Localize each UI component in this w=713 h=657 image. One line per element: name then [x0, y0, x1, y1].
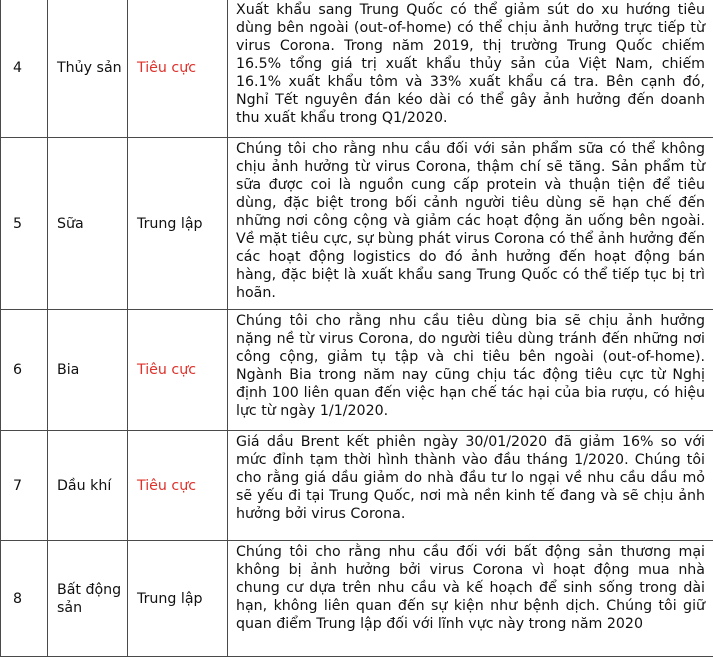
- table-row: [1, 138, 713, 310]
- table-row: [1, 0, 713, 138]
- row-number: 7: [1, 431, 48, 541]
- table-row: [1, 310, 713, 431]
- sector-description: Giá dầu Brent kết phiên ngày 30/01/2020 đã giảm 16% so với mức đỉnh tạm thời hình thành vào đầu tháng 1/2020. Chúng tôi cho rằng giá dầu giảm do nhà đầu tư lo ngại về nhu cầu dầu mỏ sẽ yếu đi tại Trung Quốc, nơi mà nền kinh tế đang và sẽ chịu ảnh hưởng bởi virus Corona.: [228, 431, 713, 541]
- sector-name: Bia: [48, 310, 128, 431]
- sector-name: Sữa: [48, 138, 128, 310]
- outlook-badge: Tiêu cực: [128, 431, 228, 541]
- table-row: [1, 541, 713, 657]
- sector-name: Bất động sản: [48, 541, 128, 657]
- sector-description: Xuất khẩu sang Trung Quốc có thể giảm sút do xu hướng tiêu dùng bên ngoài (out-of-home) có thể chịu ảnh hưởng trực tiếp từ virus Corona. Trong năm 2019, thị trường Trung Quốc chiếm 16.5% tổng giá trị xuất khẩu thủy sản của Việt Nam, chiếm 16.1% xuất khẩu tôm và 33% xuất khẩu cá tra. Bên cạnh đó, Nghỉ Tết nguyên đán kéo dài có thể gây ảnh hưởng đến doanh thu xuất khẩu trong Q1/2020.: [228, 0, 713, 138]
- table-row: [1, 431, 713, 541]
- sector-name: Dầu khí: [48, 431, 128, 541]
- outlook-badge: Tiêu cực: [128, 310, 228, 431]
- outlook-badge: Trung lập: [128, 541, 228, 657]
- sector-name: Thủy sản: [48, 0, 128, 138]
- row-number: 5: [1, 138, 48, 310]
- outlook-badge: Tiêu cực: [128, 0, 228, 138]
- row-number: 6: [1, 310, 48, 431]
- row-number: 8: [1, 541, 48, 657]
- row-number: 4: [1, 0, 48, 138]
- sector-description: Chúng tôi cho rằng nhu cầu đối với bất động sản thương mại không bị ảnh hưởng bởi virus Corona vì hoạt động mua nhà chung cư dựa trên nhu cầu và kế hoạch để sinh sống trong dài hạn, không liên quan đến sự kiện như bệnh dịch. Chúng tôi giữ quan điểm Trung lập đối với lĩnh vực này trong năm 2020: [228, 541, 713, 657]
- outlook-badge: Trung lập: [128, 138, 228, 310]
- sector-description: Chúng tôi cho rằng nhu cầu tiêu dùng bia sẽ chịu ảnh hưởng nặng nề từ virus Corona, do người tiêu dùng tránh đến những nơi công cộng, giảm tụ tập và chi tiêu bên ngoài (out-of-home). Ngành Bia trong năm nay cũng chịu tác động tiêu cực từ Nghị định 100 liên quan đến việc hạn chế tác hại của bia rượu, có hiệu lực từ ngày 1/1/2020.: [228, 310, 713, 431]
- sector-description: Chúng tôi cho rằng nhu cầu đối với sản phẩm sữa có thể không chịu ảnh hưởng từ virus Corona, thậm chí sẽ tăng. Sản phẩm từ sữa được coi là nguồn cung cấp protein và thuận tiện để tiêu dùng, đặc biệt trong bối cảnh người tiêu dùng sẽ hạn chế đến những nơi công cộng và giảm các hoạt động ăn uống bên ngoài. Về mặt tiêu cực, sự bùng phát virus Corona có thể ảnh hưởng đến các hoạt động logistics do đó ảnh hưởng đến hoạt động bán hàng, đặc biệt là xuất khẩu sang Trung Quốc có thể tiếp tục bị trì hoãn.: [228, 138, 713, 310]
